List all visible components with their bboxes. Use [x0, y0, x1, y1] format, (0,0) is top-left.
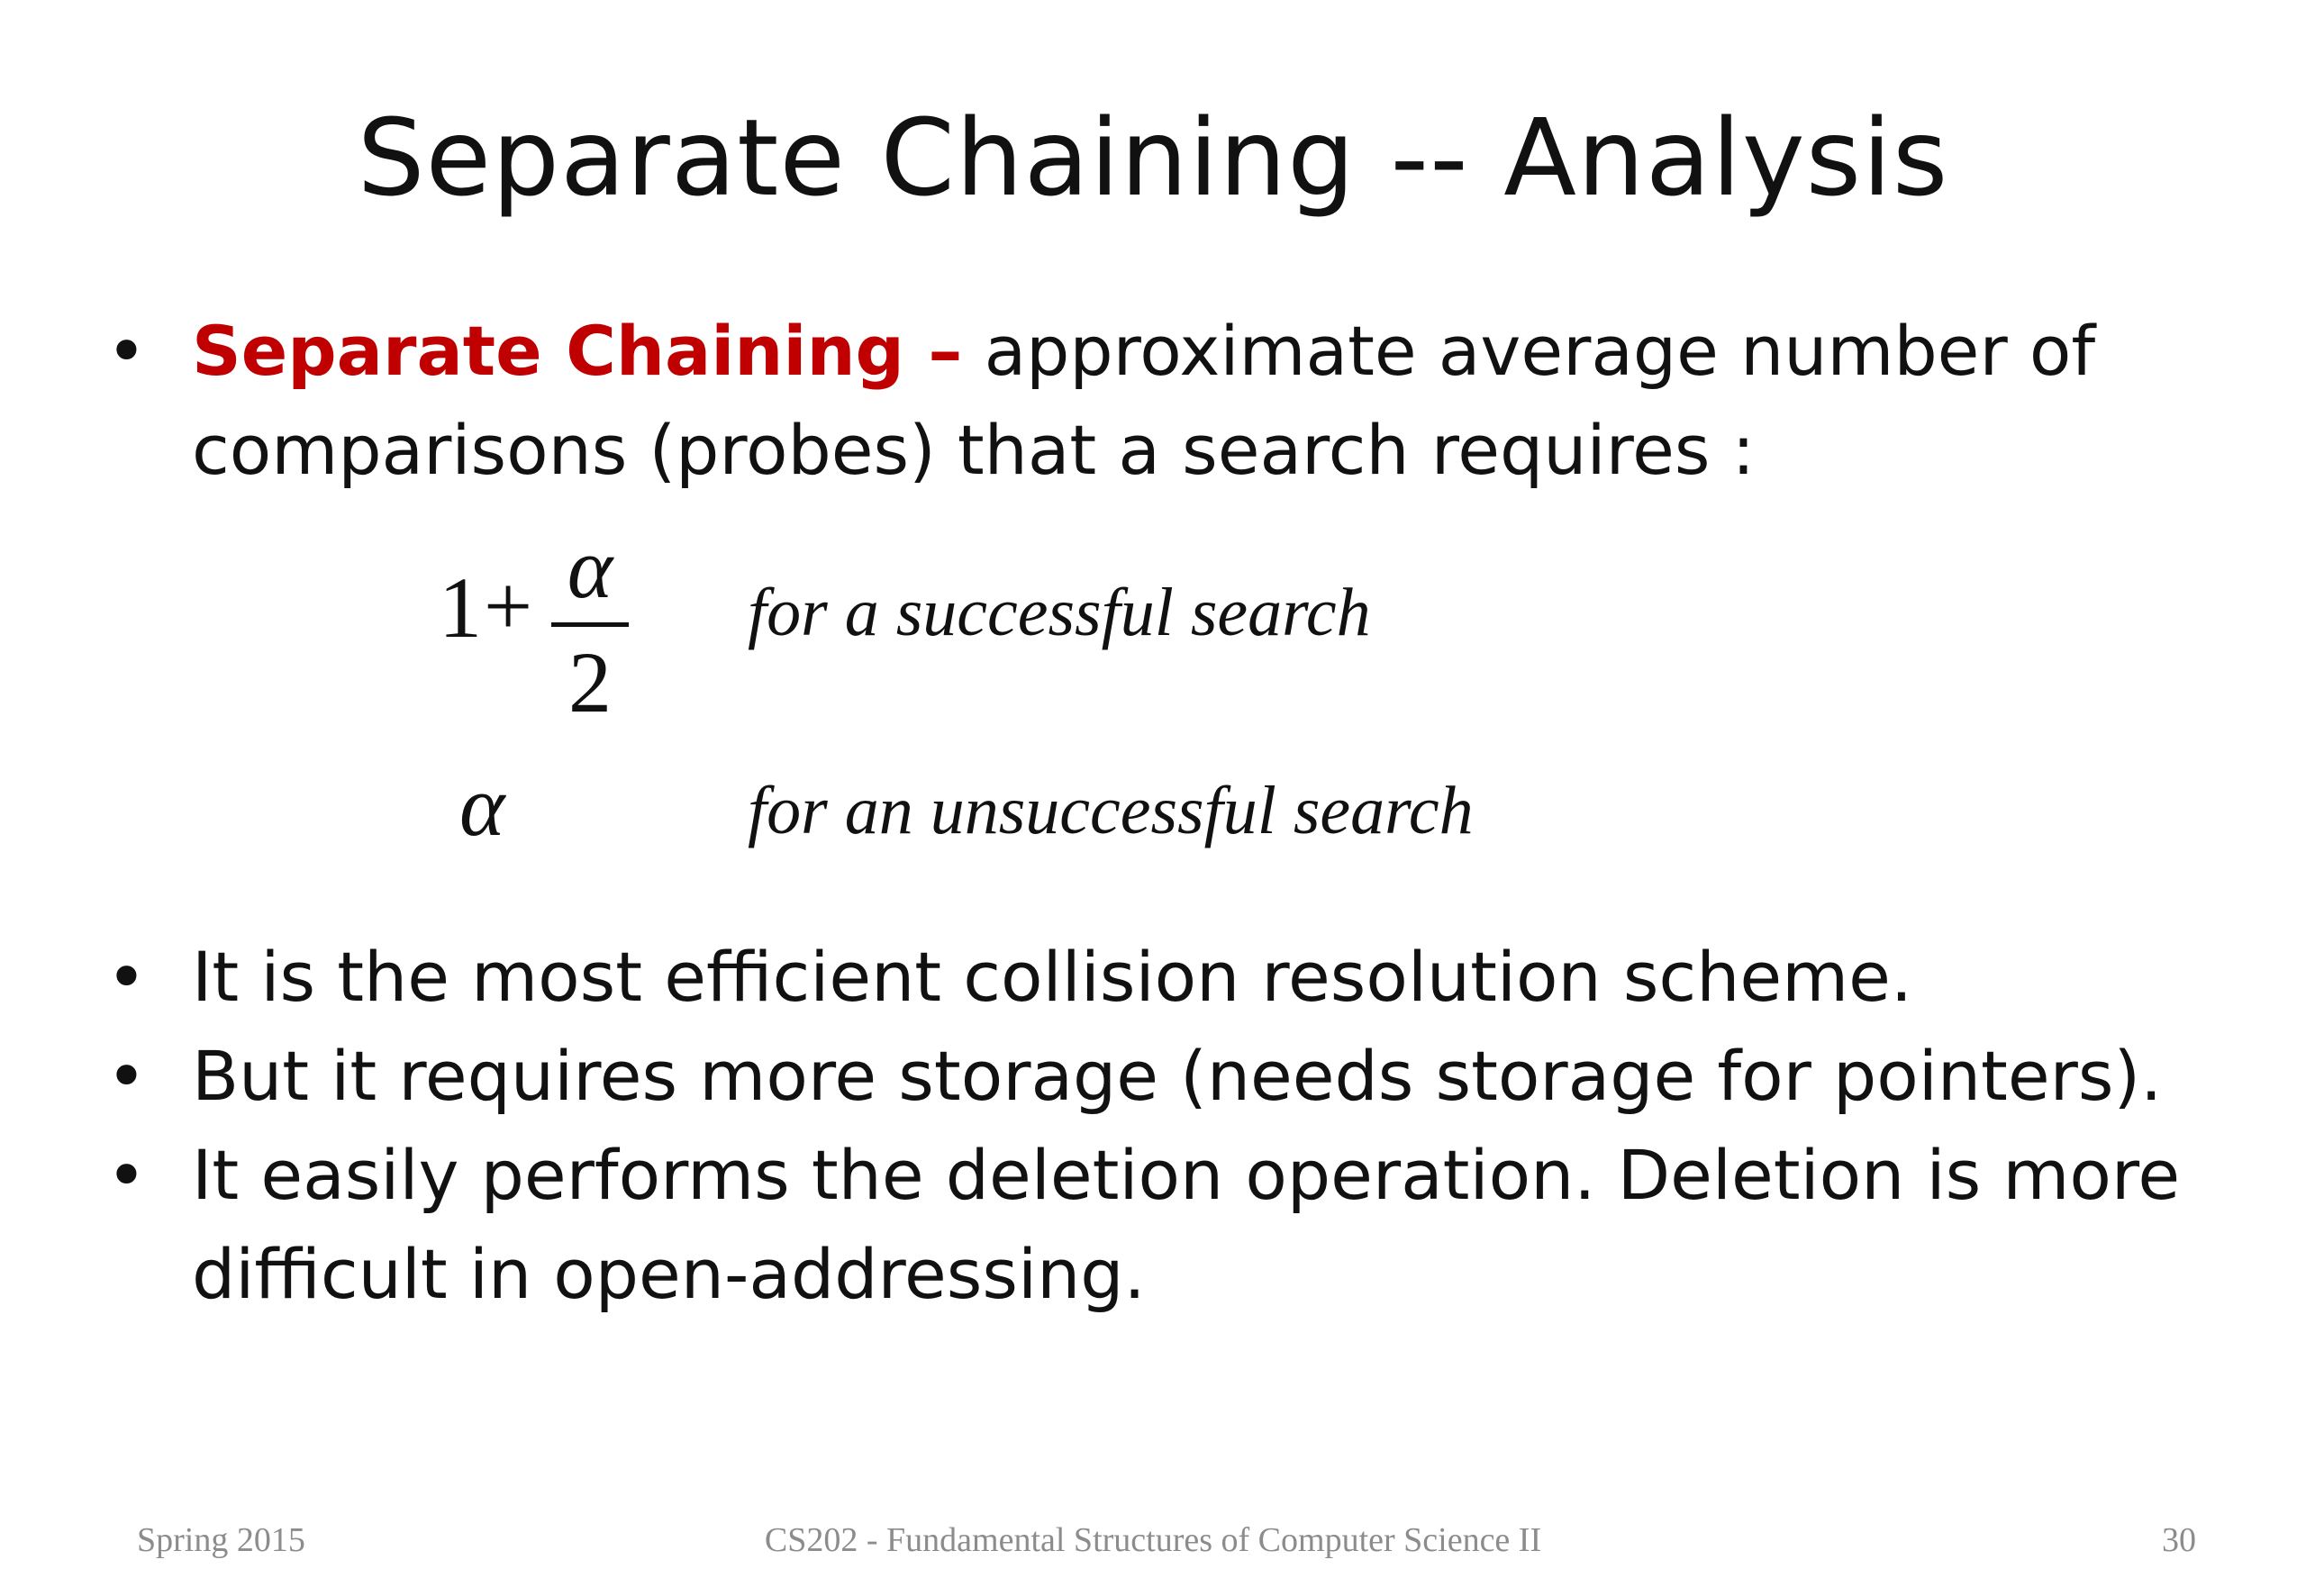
- unsuccessful-search-label: for an unsuccessful search: [748, 773, 1474, 848]
- footer-course: CS202 - Fundamental Structures of Computer Science II: [764, 1521, 1542, 1559]
- slide-title: Separate Chaining -- Analysis: [357, 95, 1949, 220]
- bullet-dot: •: [106, 937, 147, 1017]
- formula-one: 1: [439, 559, 482, 656]
- footer-date: Spring 2015: [137, 1521, 305, 1559]
- fraction-bar: [551, 622, 629, 627]
- bullet-body: approximate average number of comparisons (probes) that a search requires :: [192, 311, 2096, 490]
- formula-fraction: [551, 520, 629, 730]
- bullet-text: It easily performs the deletion operation. Deletion is more difficult in open-addressing.: [192, 1135, 2181, 1314]
- formula-plus: +: [484, 558, 533, 654]
- formula-alpha: α: [459, 757, 505, 854]
- successful-search-label: for a successful search: [748, 575, 1371, 650]
- bullet-text: [192, 302, 2264, 500]
- bullet-text: It is the most efficient collision resolution scheme.: [192, 937, 1913, 1017]
- fraction-denominator: 2: [568, 634, 612, 730]
- bullet-dot: •: [106, 311, 147, 391]
- footer-page-number: 30: [2162, 1521, 2196, 1559]
- bullet-dot: •: [106, 1036, 147, 1116]
- bullet-lead-term: Separate Chaining –: [192, 311, 963, 391]
- fraction-numerator: α: [567, 520, 613, 616]
- bullet-dot: •: [106, 1135, 147, 1215]
- bullet-text: But it requires more storage (needs storage for pointers).: [192, 1036, 2163, 1116]
